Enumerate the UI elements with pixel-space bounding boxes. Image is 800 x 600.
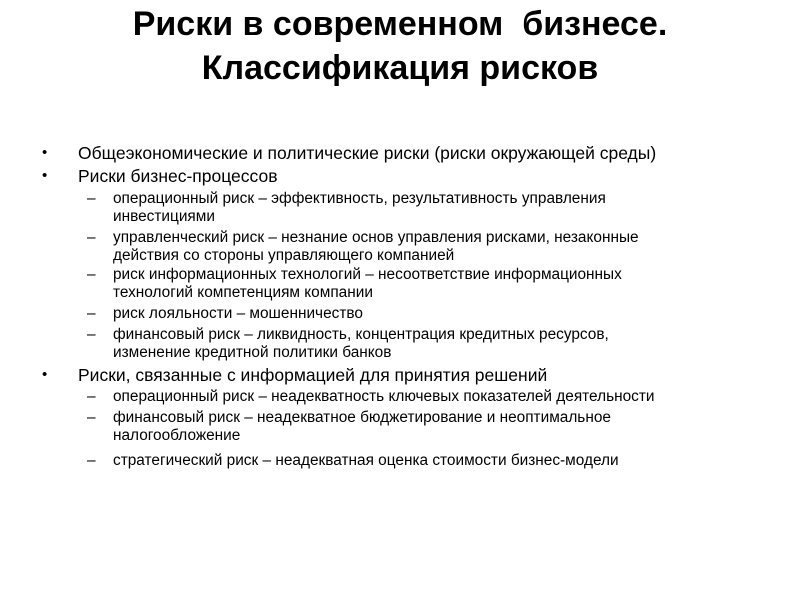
list-item-text: риск информационных технологий – несоответствие информационных [113, 266, 622, 283]
bullet-icon: • [42, 366, 48, 383]
dash-icon: – [87, 229, 96, 246]
list-item-text: операционный риск – эффективность, результативность управления [113, 190, 606, 207]
list-item-level-2 [113, 326, 743, 362]
list-item-level-2 [113, 388, 743, 406]
list-item-text: финансовый риск – неадекватное бюджетирование и неоптимальное [113, 409, 611, 426]
list-item-text: стратегический риск – неадекватная оценка стоимости бизнес-модели [113, 452, 619, 469]
list-item-level-2 [113, 266, 743, 302]
list-item-level-2 [113, 409, 743, 445]
dash-icon: – [87, 190, 96, 207]
slide-title-line-2: Классификация рисков [201, 49, 599, 87]
dash-icon: – [87, 326, 96, 343]
dash-icon: – [87, 266, 96, 283]
list-item-text: изменение кредитной политики банков [113, 344, 392, 361]
list-item-text: риск лояльности – мошенничество [113, 305, 363, 322]
list-item-level-2 [113, 229, 743, 265]
list-item-level-2 [113, 190, 743, 226]
list-item-text: Риски, связанные с информацией для принятия решений [78, 365, 548, 385]
list-item-text: Общеэкономические и политические риски (риски окружающей среды) [78, 143, 657, 163]
dash-icon: – [87, 388, 96, 405]
bullet-icon: • [42, 144, 48, 161]
list-item-level-2 [113, 452, 743, 470]
slide-title-line-1: Риски в современном бизнесе. [132, 5, 668, 43]
dash-icon: – [87, 305, 96, 322]
bullet-icon: • [42, 167, 48, 184]
list-item-text: операционный риск – неадекватность ключевых показателей деятельности [113, 388, 655, 405]
list-item-text: действия со стороны управляющего компанией [113, 247, 455, 264]
dash-icon: – [87, 409, 96, 426]
list-item-text: управленческий риск – незнание основ управления рисками, незаконные [113, 229, 639, 246]
list-item-text: технологий компетенциям компании [113, 284, 373, 301]
list-item-text: инвестициями [113, 208, 215, 225]
list-item-level-1 [78, 365, 778, 385]
list-item-text: Риски бизнес-процессов [78, 166, 278, 186]
list-item-text: налогообложение [113, 427, 241, 444]
list-item-level-1 [78, 166, 778, 186]
dash-icon: – [87, 452, 96, 469]
list-item-level-2 [113, 305, 743, 323]
list-item-text: финансовый риск – ликвидность, концентрация кредитных ресурсов, [113, 326, 609, 343]
list-item-level-1 [78, 143, 778, 163]
